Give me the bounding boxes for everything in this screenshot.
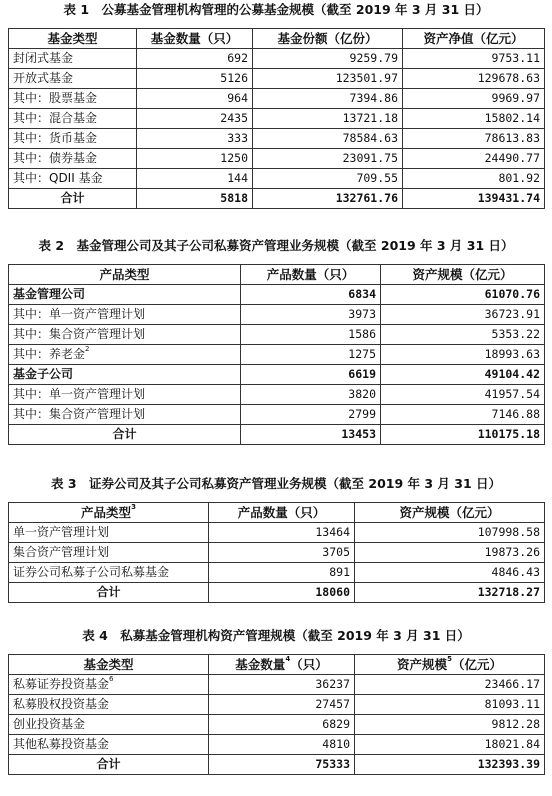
table-row — [9, 735, 545, 755]
table1-caption: 表 1 公募基金管理机构管理的公募基金规模（截至 2019 年 3 月 31 日） — [63, 2, 489, 17]
table-row — [9, 405, 545, 425]
table-row — [9, 149, 545, 169]
fund-count: 144 — [137, 169, 253, 189]
product-count: 3820 — [241, 385, 381, 405]
net-assets: 801.92 — [403, 169, 545, 189]
table-row — [9, 89, 545, 109]
t1-header-count: 基金数量（只） — [137, 29, 253, 49]
product-count: 1275 — [241, 345, 381, 365]
total-scale: 110175.18 — [381, 425, 545, 445]
product-count: 891 — [209, 563, 355, 583]
row-label: 其中：单一资产管理计划 — [9, 305, 241, 325]
fund-shares: 13721.18 — [253, 109, 403, 129]
total-count: 75333 — [209, 755, 355, 775]
row-label — [9, 345, 241, 365]
asset-scale: 7146.88 — [381, 405, 545, 425]
table2-total-row — [9, 425, 545, 445]
fund-count: 5126 — [137, 69, 253, 89]
fund-count: 964 — [137, 89, 253, 109]
table2-caption: 表 2 基金管理公司及其子公司私募资产管理业务规模（截至 2019 年 3 月 31 日） — [38, 238, 514, 253]
asset-scale: 61070.76 — [381, 285, 545, 305]
net-assets: 9753.11 — [403, 49, 545, 69]
t4-header-count-unit: （只） — [290, 657, 328, 672]
row-label: 其中：集合资产管理计划 — [9, 405, 241, 425]
t3-header-type — [9, 503, 209, 523]
asset-scale: 49104.42 — [381, 365, 545, 385]
row-label: 封闭式基金 — [9, 49, 137, 69]
row-label — [9, 675, 209, 695]
product-count: 3705 — [209, 543, 355, 563]
fund-count: 333 — [137, 129, 253, 149]
footnote-marker: 5 — [447, 655, 452, 663]
net-assets: 78613.83 — [403, 129, 545, 149]
net-assets: 9969.97 — [403, 89, 545, 109]
row-label-text: 私募证券投资基金 — [13, 677, 110, 691]
row-label: 其中：QDII 基金 — [9, 169, 137, 189]
footnote-marker: 4 — [285, 655, 291, 663]
t4-header-scale — [355, 655, 545, 675]
row-label: 其他私募投资基金 — [9, 735, 209, 755]
footnote-marker: 3 — [131, 503, 136, 511]
table-row — [9, 129, 545, 149]
row-label: 创业投资基金 — [9, 715, 209, 735]
table-row — [9, 109, 545, 129]
t1-header-shares: 基金份额（亿份） — [253, 29, 403, 49]
asset-scale: 107998.58 — [355, 523, 545, 543]
asset-scale: 19873.26 — [355, 543, 545, 563]
total-shares: 132761.76 — [253, 189, 403, 209]
table-row — [9, 69, 545, 89]
asset-scale: 41957.54 — [381, 385, 545, 405]
fund-shares: 78584.63 — [253, 129, 403, 149]
total-label: 合计 — [9, 755, 209, 775]
table-row — [9, 523, 545, 543]
total-scale: 132718.27 — [355, 583, 545, 603]
table-row — [9, 385, 545, 405]
net-assets: 24490.77 — [403, 149, 545, 169]
total-label: 合计 — [9, 425, 241, 445]
table3 — [8, 502, 545, 603]
asset-scale: 9812.28 — [355, 715, 545, 735]
asset-scale: 23466.17 — [355, 675, 545, 695]
table-row — [9, 169, 545, 189]
t1-header-type: 基金类型 — [9, 29, 137, 49]
table3-total-row — [9, 583, 545, 603]
table4-total-row — [9, 755, 545, 775]
footnote-marker: 2 — [85, 345, 90, 353]
fund-count: 692 — [137, 49, 253, 69]
table-row — [9, 563, 545, 583]
table-row — [9, 325, 545, 345]
t2-header-count: 产品数量（只） — [241, 265, 381, 285]
fund-shares: 709.55 — [253, 169, 403, 189]
fund-count: 27457 — [209, 695, 355, 715]
row-label: 基金子公司 — [9, 365, 241, 385]
table-row — [9, 345, 545, 365]
table-row — [9, 285, 545, 305]
asset-scale: 36723.91 — [381, 305, 545, 325]
row-label: 其中：债券基金 — [9, 149, 137, 169]
fund-shares: 9259.79 — [253, 49, 403, 69]
asset-scale: 5353.22 — [381, 325, 545, 345]
fund-count: 1250 — [137, 149, 253, 169]
row-label: 基金管理公司 — [9, 285, 241, 305]
total-scale: 132393.39 — [355, 755, 545, 775]
row-label: 单一资产管理计划 — [9, 523, 209, 543]
total-count: 18060 — [209, 583, 355, 603]
net-assets: 129678.63 — [403, 69, 545, 89]
t3-header-count: 产品数量（只） — [209, 503, 355, 523]
table1-total-row — [9, 189, 545, 209]
t2-header-type: 产品类型 — [9, 265, 241, 285]
row-label: 其中：货币基金 — [9, 129, 137, 149]
table-row — [9, 365, 545, 385]
row-label-text: 其中：养老金 — [13, 347, 86, 361]
row-label: 证券公司私募子公司私募基金 — [9, 563, 209, 583]
total-count: 5818 — [137, 189, 253, 209]
product-count: 6619 — [241, 365, 381, 385]
fund-count: 6829 — [209, 715, 355, 735]
table-row — [9, 695, 545, 715]
net-assets: 15802.14 — [403, 109, 545, 129]
table4 — [8, 654, 545, 775]
table1 — [8, 28, 545, 209]
fund-count: 2435 — [137, 109, 253, 129]
asset-scale: 4846.43 — [355, 563, 545, 583]
total-count: 13453 — [241, 425, 381, 445]
row-label: 开放式基金 — [9, 69, 137, 89]
t4-header-count — [209, 655, 355, 675]
table4-caption: 表 4 私募基金管理机构资产管理规模（截至 2019 年 3 月 31 日） — [82, 628, 470, 643]
t3-header-scale: 资产规模（亿元） — [355, 503, 545, 523]
t2-header-scale: 资产规模（亿元） — [381, 265, 545, 285]
t4-header-scale-text: 资产规模 — [397, 657, 448, 672]
fund-shares: 123501.97 — [253, 69, 403, 89]
table-row — [9, 305, 545, 325]
table-row — [9, 49, 545, 69]
table3-header-row — [9, 503, 545, 523]
product-count: 1586 — [241, 325, 381, 345]
row-label: 集合资产管理计划 — [9, 543, 209, 563]
row-label: 私募股权投资基金 — [9, 695, 209, 715]
fund-count: 36237 — [209, 675, 355, 695]
table3-caption: 表 3 证券公司及其子公司私募资产管理业务规模（截至 2019 年 3 月 31 日） — [50, 476, 502, 491]
row-label: 其中：单一资产管理计划 — [9, 385, 241, 405]
table2 — [8, 264, 545, 445]
t1-header-nav: 资产净值（亿元） — [403, 29, 545, 49]
fund-shares: 23091.75 — [253, 149, 403, 169]
table2-header-row — [9, 265, 545, 285]
footnote-marker: 6 — [109, 675, 114, 683]
product-count: 13464 — [209, 523, 355, 543]
total-label: 合计 — [9, 189, 137, 209]
total-net-assets: 139431.74 — [403, 189, 545, 209]
asset-scale: 18993.63 — [381, 345, 545, 365]
t4-header-count-text: 基金数量 — [235, 657, 286, 672]
t3-header-type-text: 产品类型 — [81, 505, 132, 520]
table1-header-row — [9, 29, 545, 49]
product-count: 2799 — [241, 405, 381, 425]
product-count: 3973 — [241, 305, 381, 325]
asset-scale: 81093.11 — [355, 695, 545, 715]
table-row — [9, 543, 545, 563]
t4-header-type: 基金类型 — [9, 655, 209, 675]
row-label: 其中：股票基金 — [9, 89, 137, 109]
table4-header-row — [9, 655, 545, 675]
table-row — [9, 715, 545, 735]
t4-header-scale-unit: （亿元） — [451, 657, 502, 672]
row-label: 其中：集合资产管理计划 — [9, 325, 241, 345]
fund-shares: 7394.86 — [253, 89, 403, 109]
product-count: 6834 — [241, 285, 381, 305]
asset-scale: 18021.84 — [355, 735, 545, 755]
total-label: 合计 — [9, 583, 209, 603]
fund-count: 4810 — [209, 735, 355, 755]
row-label: 其中：混合基金 — [9, 109, 137, 129]
table-row — [9, 675, 545, 695]
